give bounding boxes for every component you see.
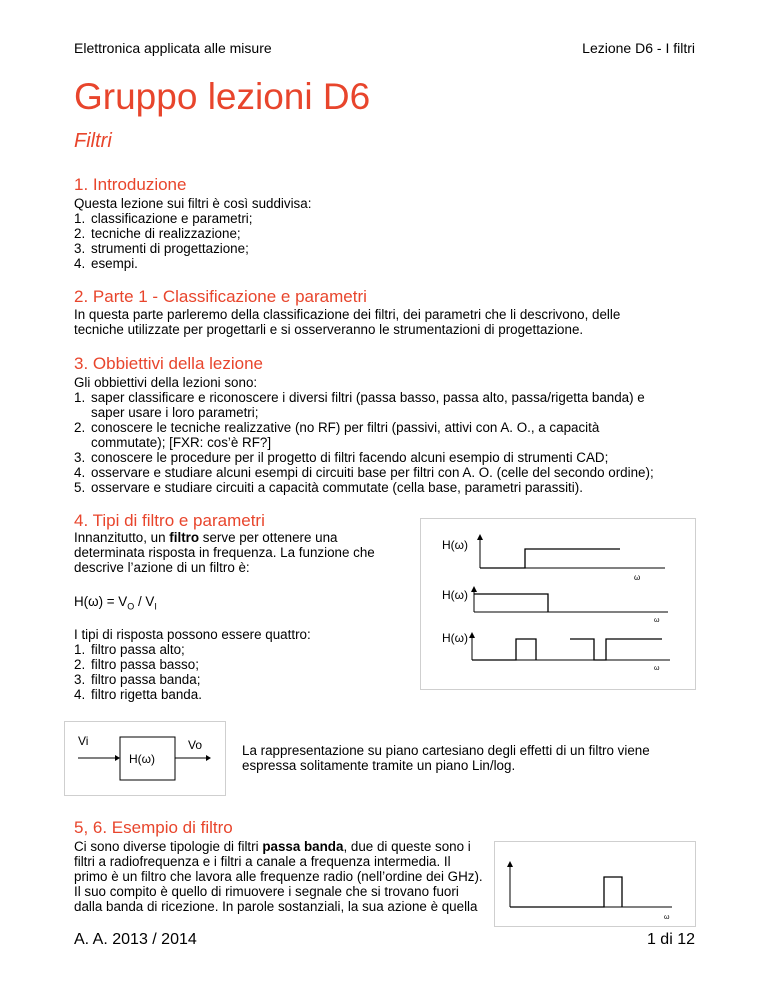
header-lesson: Lezione D6 - I filtri bbox=[582, 40, 695, 56]
block-transfer-label: H(ω) bbox=[129, 752, 156, 766]
section-4-intro: Innanzitutto, un filtro serve per ottenere una determinata risposta in frequenza. La funzione che descrive l’azione di un filtro è: bbox=[74, 530, 375, 575]
transfer-formula: $H(\omega) = V_O / V_I$ bbox=[74, 594, 157, 612]
list-item: 1. filtro passa alto; bbox=[74, 642, 185, 657]
filter-response-graphs bbox=[420, 518, 696, 690]
section-3-list bbox=[74, 390, 704, 495]
list-item: 5. osservare e studiare circuiti a capacità commutate (cella base, parametri parassiti). bbox=[74, 480, 583, 495]
graph-1-xlabel: ω bbox=[634, 573, 641, 582]
graph-1-ylabel: H(ω) bbox=[442, 538, 469, 552]
block-output-label: Vo bbox=[188, 738, 203, 752]
graph-2-xlabel: ω bbox=[654, 617, 660, 624]
section-5-heading: 5, 6. Esempio di filtro bbox=[74, 818, 233, 837]
section-2-heading: 2. Parte 1 - Classificazione e parametri bbox=[74, 287, 367, 306]
filter-types: I tipi di risposta possono essere quattro: 1. filtro passa alto; 2. filtro passa basso; 3. filtro passa banda; 4. filtro rigetta banda. bbox=[74, 627, 404, 702]
block-input-label: Vi bbox=[78, 734, 89, 748]
page-title: Gruppo lezioni D6 bbox=[74, 76, 371, 117]
section-2-line: In questa parte parleremo della classificazione dei filtri, dei parametri che li descrivono, delle bbox=[74, 307, 621, 322]
section-2-body bbox=[74, 307, 704, 337]
section-1-list bbox=[74, 211, 694, 271]
list-item: 2. tecniche di realizzazione; bbox=[74, 226, 241, 241]
bandpass-graph bbox=[494, 841, 696, 927]
graph-2-ylabel: H(ω) bbox=[442, 588, 469, 602]
list-item: 4. osservare e studiare alcuni esempi di circuiti base per filtri con A. O. (celle del secondo ordine); bbox=[74, 465, 654, 480]
list-item: 3. conoscere le procedure per il progetto di filtri facendo alcuni esempio di strumenti CAD; bbox=[74, 450, 609, 465]
header-course: Elettronica applicata alle misure bbox=[74, 40, 272, 56]
section-3-intro: Gli obbiettivi della lezioni sono: bbox=[74, 375, 258, 390]
list-item: 4. filtro rigetta banda. bbox=[74, 687, 202, 702]
list-item: 2. conoscere le tecniche realizzative (no RF) per filtri (passivi, attivi con A. O., a capacità commutate); [FXR: cos’è RF?] bbox=[74, 420, 600, 450]
passa-banda-bold: passa banda bbox=[262, 839, 344, 854]
section-4-heading: 4. Tipi di filtro e parametri bbox=[74, 511, 265, 530]
list-item: 3. strumenti di progettazione; bbox=[74, 241, 249, 256]
section-1-heading: 1. Introduzione bbox=[74, 175, 187, 194]
footer-page-number: 1 di 12 bbox=[646, 931, 695, 948]
list-item: 1. saper classificare e riconoscere i diversi filtri (passa basso, passa alto, passa/rigetta banda) e saper usare i loro parametri; bbox=[74, 390, 645, 420]
filter-types-list bbox=[74, 642, 404, 702]
graph-3-xlabel: ω bbox=[654, 665, 660, 672]
section-3-heading: 3. Obbiettivi della lezione bbox=[74, 354, 264, 373]
list-item: 4. esempi. bbox=[74, 256, 138, 271]
graph-3-ylabel: H(ω) bbox=[442, 631, 469, 645]
section-3-body bbox=[74, 375, 704, 495]
list-item: 2. filtro passa basso; bbox=[74, 657, 199, 672]
bandpass-xlabel: ω bbox=[664, 914, 670, 921]
footer-year: A. A. 2013 / 2014 bbox=[74, 931, 197, 948]
section-5-body: Ci sono diverse tipologie di filtri passa banda, due di queste sono i filtri a radiofrequenza e i filtri a canale a frequenza intermedia. Il primo è un filtro che lavora alle frequenze radio (nell’ordine dei GHz). Il suo compito è quello di rimuovere i segnale che si trovano fuori dalla banda di ricezione. In parole sostanziali, la sua azione è quella bbox=[74, 839, 483, 914]
section-1-body bbox=[74, 196, 694, 271]
page-subtitle: Filtri bbox=[74, 130, 112, 152]
section-2-line: tecniche utilizzate per progettarli e si osserveranno le strumentazioni di progettazione. bbox=[74, 322, 584, 337]
list-item: 3. filtro passa banda; bbox=[74, 672, 201, 687]
filtro-bold: filtro bbox=[169, 530, 200, 545]
section-1-intro: Questa lezione sui filtri è così suddivisa: bbox=[74, 196, 312, 211]
filter-block-diagram bbox=[64, 721, 226, 796]
representation-note: La rappresentazione su piano cartesiano degli effetti di un filtro viene espressa solitamente tramite un piano Lin/log. bbox=[242, 743, 650, 773]
list-item: 1. classificazione e parametri; bbox=[74, 211, 253, 226]
